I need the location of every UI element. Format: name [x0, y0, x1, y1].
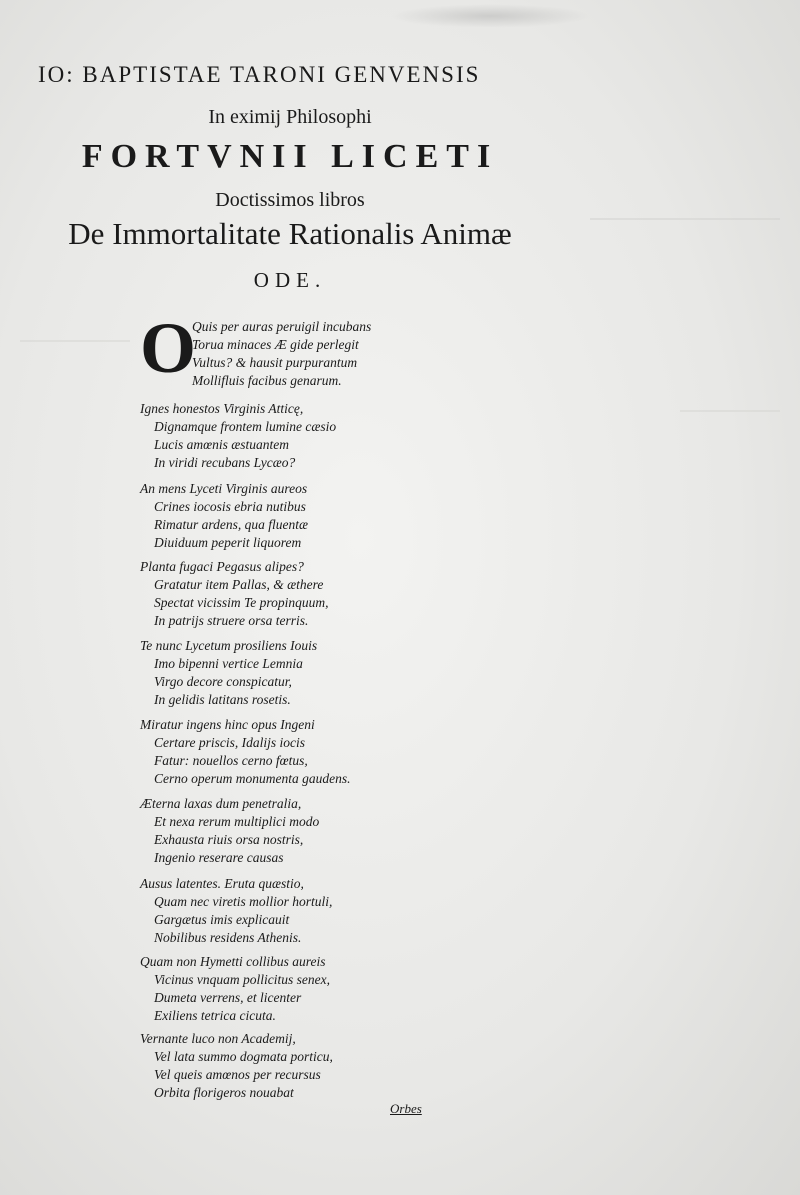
verse-line: Fatur: nouellos cerno fœtus,	[154, 753, 308, 768]
verse-line: In gelidis latitans rosetis.	[154, 692, 291, 707]
work-title: De Immortalitate Rationalis Animæ	[68, 216, 512, 251]
verse-line: Virgo decore conspicatur,	[154, 674, 292, 689]
verse-line: Gargætus imis explicauit	[154, 912, 290, 927]
verse-line: Ausus latentes. Eruta quæstio,	[140, 876, 304, 891]
show-through-mark	[680, 380, 780, 412]
stanza	[140, 953, 330, 1025]
ode-heading: ODE.	[253, 268, 327, 292]
verse-line: Certare priscis, Idalijs iocis	[154, 735, 305, 750]
subheading-libros: Doctissimos libros	[215, 189, 365, 211]
stanza	[140, 716, 350, 788]
verse-line: Rimatur ardens, qua fluentæ	[154, 517, 308, 532]
stanza	[140, 480, 308, 552]
verse-line: Lucis amœnis æstuantem	[154, 437, 290, 452]
verse-line: Vel lata summo dogmata porticu,	[154, 1049, 333, 1064]
verse-line: Imo bipenni vertice Lemnia	[154, 656, 303, 671]
verse-line: Gratatur item Pallas, & æthere	[154, 577, 324, 592]
verse-line: Exhausta riuis orsa nostris,	[154, 832, 304, 847]
verse-line: Et nexa rerum multiplici modo	[154, 814, 320, 829]
stanza	[140, 400, 336, 472]
name-heading: FORTVNII LICETI	[81, 138, 499, 175]
verse-line: Spectat vicissim Te propinquum,	[154, 595, 329, 610]
verse-line: In viridi recubans Lycæo?	[154, 455, 296, 470]
stanza	[140, 308, 372, 390]
verse-line: Diuiduum peperit liquorem	[154, 535, 302, 550]
verse-line: Nobilibus residens Athenis.	[154, 930, 302, 945]
verse-line: Quam non Hymetti collibus aureis	[140, 954, 326, 969]
verse-line: Ingenio reserare causas	[154, 850, 284, 865]
verse-line: Quis per auras peruigil incubans	[192, 319, 372, 334]
verse-line: Miratur ingens hinc opus Ingeni	[140, 717, 315, 732]
verse-line: Quam nec viretis mollior hortuli,	[154, 894, 333, 909]
verse-line: Vernante luco non Academij,	[140, 1031, 296, 1046]
show-through-mark	[590, 178, 780, 220]
verse-line: Vultus? & hausit purpurantum	[192, 355, 358, 370]
verse-line: Orbita florigeros nouabat	[154, 1085, 294, 1100]
stanza	[140, 1030, 333, 1102]
verse-line: Te nunc Lycetum prosiliens Iouis	[140, 638, 318, 653]
author-heading: IO: BAPTISTAE TARONI GENVENSIS	[38, 62, 481, 87]
catchword: Orbes	[390, 1101, 422, 1116]
verse-line: Mollifluis facibus genarum.	[192, 373, 342, 388]
subheading-philosophi: In eximij Philosophi	[208, 106, 372, 128]
verse-line: In patrijs struere orsa terris.	[154, 613, 309, 628]
stanza	[140, 875, 332, 947]
stanza	[140, 637, 317, 709]
stanza	[140, 558, 329, 630]
drop-capital: O	[140, 308, 197, 388]
verse-line: An mens Lyceti Virginis aureos	[140, 481, 308, 496]
verse-line: Exiliens tetrica cicuta.	[154, 1008, 276, 1023]
verse-line: Planta fugaci Pegasus alipes?	[140, 559, 304, 574]
verse-line: Vel queis amœnos per recursus	[154, 1067, 321, 1082]
verse-line: Torua minaces Æ gide perlegit	[192, 337, 359, 352]
verse-line: Cerno operum monumenta gaudens.	[154, 771, 351, 786]
show-through-mark	[20, 300, 130, 342]
verse-line: Vicinus vnquam pollicitus senex,	[154, 972, 330, 987]
verse-line: Dignamque frontem lumine cæsio	[154, 419, 337, 434]
verse-line: Ignes honestos Virginis Atticę,	[140, 401, 304, 416]
verse-line: Æterna laxas dum penetralia,	[140, 796, 302, 811]
verse-line: Crines iocosis ebria nutibus	[154, 499, 306, 514]
verse-line: Dumeta verrens, et licenter	[154, 990, 302, 1005]
ink-smudge	[390, 4, 590, 28]
stanza	[140, 795, 319, 867]
